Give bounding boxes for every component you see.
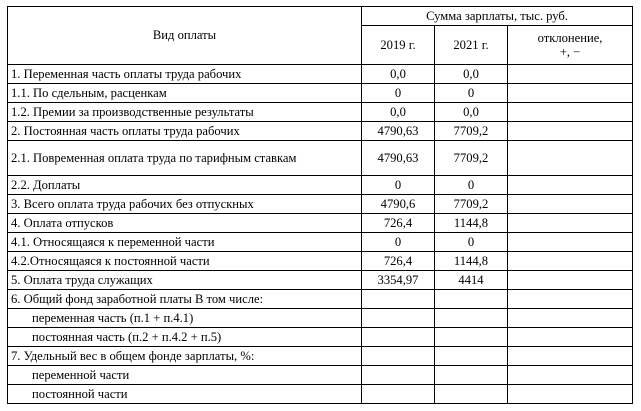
cell-2019: 726,4 bbox=[362, 252, 435, 271]
table-row bbox=[8, 233, 633, 252]
cell-deviation bbox=[508, 233, 633, 252]
row-label: 7. Удельный вес в общем фонде зарплаты, %: bbox=[8, 347, 362, 366]
cell-deviation bbox=[508, 84, 633, 103]
cell-deviation bbox=[508, 252, 633, 271]
cell-2019: 0,0 bbox=[362, 65, 435, 84]
table-row bbox=[8, 214, 633, 233]
cell-2021: 0 bbox=[435, 176, 508, 195]
cell-deviation bbox=[508, 328, 633, 347]
cell-deviation bbox=[508, 309, 633, 328]
header-deviation-line1: отклонение, bbox=[537, 31, 603, 45]
salary-table-document bbox=[7, 6, 632, 404]
cell-2019 bbox=[362, 366, 435, 385]
cell-2021: 1144,8 bbox=[435, 214, 508, 233]
table-row bbox=[8, 84, 633, 103]
cell-2021: 1144,8 bbox=[435, 252, 508, 271]
cell-2019: 4790,63 bbox=[362, 141, 435, 176]
header-year-2019: 2019 г. bbox=[362, 26, 435, 65]
header-deviation bbox=[508, 26, 633, 65]
table-row bbox=[8, 195, 633, 214]
table-row bbox=[8, 309, 633, 328]
cell-2021 bbox=[435, 309, 508, 328]
cell-2021 bbox=[435, 366, 508, 385]
table-row bbox=[8, 385, 633, 404]
cell-deviation bbox=[508, 141, 633, 176]
cell-2021: 0,0 bbox=[435, 65, 508, 84]
cell-deviation bbox=[508, 103, 633, 122]
cell-2021: 0 bbox=[435, 84, 508, 103]
cell-2019: 0 bbox=[362, 176, 435, 195]
cell-2021 bbox=[435, 328, 508, 347]
header-payment-type: Вид оплаты bbox=[8, 7, 362, 65]
salary-table bbox=[7, 6, 633, 404]
row-label: 1.1. По сдельным, расценкам bbox=[8, 84, 362, 103]
cell-2021 bbox=[435, 290, 508, 309]
table-row bbox=[8, 347, 633, 366]
row-label: 2.1. Повременная оплата труда по тарифным ставкам bbox=[8, 141, 362, 176]
cell-2019: 0,0 bbox=[362, 103, 435, 122]
cell-2019: 4790,6 bbox=[362, 195, 435, 214]
cell-2019 bbox=[362, 328, 435, 347]
table-row bbox=[8, 122, 633, 141]
cell-deviation bbox=[508, 122, 633, 141]
row-label: 4.2.Относящаяся к постоянной части bbox=[8, 252, 362, 271]
cell-2021: 0 bbox=[435, 233, 508, 252]
header-salary-group: Сумма зарплаты, тыс. руб. bbox=[362, 7, 633, 26]
cell-2021: 0,0 bbox=[435, 103, 508, 122]
row-label: 4. Оплата отпусков bbox=[8, 214, 362, 233]
table-row bbox=[8, 103, 633, 122]
cell-2019 bbox=[362, 347, 435, 366]
cell-2019: 3354,97 bbox=[362, 271, 435, 290]
cell-2021 bbox=[435, 347, 508, 366]
row-label: переменная часть (п.1 + п.4.1) bbox=[8, 309, 362, 328]
cell-2019: 726,4 bbox=[362, 214, 435, 233]
cell-2021: 7709,2 bbox=[435, 141, 508, 176]
cell-deviation bbox=[508, 347, 633, 366]
cell-deviation bbox=[508, 195, 633, 214]
row-label: 2.2. Доплаты bbox=[8, 176, 362, 195]
table-row bbox=[8, 65, 633, 84]
header-deviation-line2: +, − bbox=[559, 45, 581, 59]
table-row bbox=[8, 141, 633, 176]
row-label: 4.1. Относящаяся к переменной части bbox=[8, 233, 362, 252]
row-label: 5. Оплата труда служащих bbox=[8, 271, 362, 290]
cell-2021: 7709,2 bbox=[435, 195, 508, 214]
table-row bbox=[8, 271, 633, 290]
cell-2019: 0 bbox=[362, 233, 435, 252]
cell-2021: 4414 bbox=[435, 271, 508, 290]
header-year-2021: 2021 г. bbox=[435, 26, 508, 65]
cell-deviation bbox=[508, 65, 633, 84]
row-label: постоянная часть (п.2 + п.4.2 + п.5) bbox=[8, 328, 362, 347]
cell-2019: 4790,63 bbox=[362, 122, 435, 141]
cell-deviation bbox=[508, 271, 633, 290]
row-label: переменной части bbox=[8, 366, 362, 385]
row-label: 1.2. Премии за производственные результаты bbox=[8, 103, 362, 122]
table-row bbox=[8, 176, 633, 195]
cell-2019 bbox=[362, 309, 435, 328]
row-label: 6. Общий фонд заработной платы В том числе: bbox=[8, 290, 362, 309]
table-row bbox=[8, 252, 633, 271]
cell-2019 bbox=[362, 290, 435, 309]
cell-2019 bbox=[362, 385, 435, 404]
cell-2021: 7709,2 bbox=[435, 122, 508, 141]
cell-deviation bbox=[508, 385, 633, 404]
table-row bbox=[8, 366, 633, 385]
cell-2021 bbox=[435, 385, 508, 404]
cell-deviation bbox=[508, 176, 633, 195]
row-label: 2. Постоянная часть оплаты труда рабочих bbox=[8, 122, 362, 141]
row-label: 1. Переменная часть оплаты труда рабочих bbox=[8, 65, 362, 84]
table-row bbox=[8, 290, 633, 309]
row-label: 3. Всего оплата труда рабочих без отпускных bbox=[8, 195, 362, 214]
table-row bbox=[8, 328, 633, 347]
cell-deviation bbox=[508, 290, 633, 309]
cell-deviation bbox=[508, 366, 633, 385]
row-label: постоянной части bbox=[8, 385, 362, 404]
cell-2019: 0 bbox=[362, 84, 435, 103]
cell-deviation bbox=[508, 214, 633, 233]
